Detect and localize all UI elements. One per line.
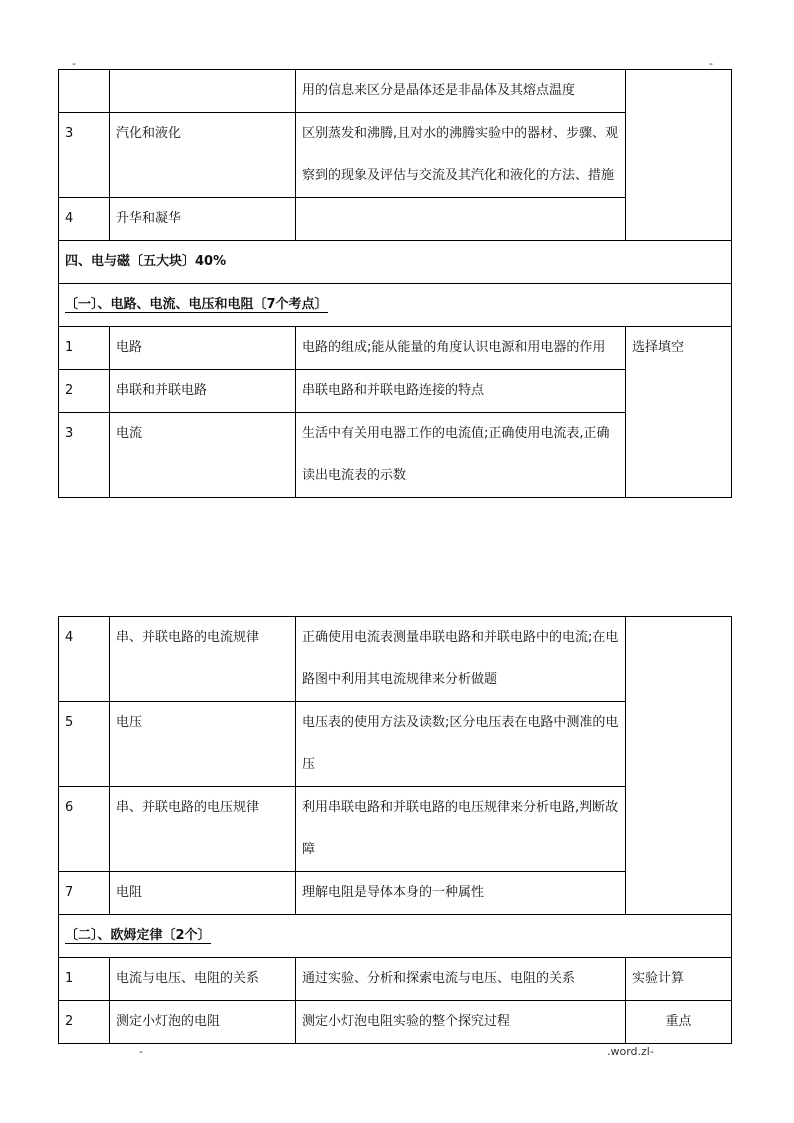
row-description: 电路的组成;能从能量的角度认识电源和用电器的作用 (296, 327, 626, 370)
row-description: 区别蒸发和沸腾,且对水的沸腾实验中的器材、步骤、观察到的现象及评估与交流及其汽化和液化的方法、措施 (296, 113, 626, 198)
row-topic: 电流 (110, 413, 296, 498)
footer-right-mark: .word.zl- (607, 1045, 654, 1058)
row-topic: 电阻 (110, 872, 296, 915)
section-title: 四、电与磁〔五大块〕40% (59, 241, 732, 284)
table-row (59, 958, 732, 1001)
row-topic: 串、并联电路的电流规律 (110, 617, 296, 702)
row-number: 1 (59, 327, 110, 370)
row-description (296, 198, 626, 241)
row-topic: 汽化和液化 (110, 113, 296, 198)
row-note (626, 617, 732, 915)
row-number: 6 (59, 787, 110, 872)
row-number: 4 (59, 198, 110, 241)
row-number: 1 (59, 958, 110, 1001)
row-description: 电压表的使用方法及读数;区分电压表在电路中测准的电压 (296, 702, 626, 787)
row-note: 选择填空 (626, 327, 732, 498)
row-number: 2 (59, 370, 110, 413)
subsection-title-1: 〔一〕、电路、电流、电压和电阻〔7个考点〕 (59, 284, 732, 327)
table-page-bottom (58, 616, 732, 1044)
row-number (59, 70, 110, 113)
row-topic: 升华和凝华 (110, 198, 296, 241)
row-description: 生活中有关用电器工作的电流值;正确使用电流表,正确读出电流表的示数 (296, 413, 626, 498)
row-topic: 串联和并联电路 (110, 370, 296, 413)
row-number: 3 (59, 413, 110, 498)
row-note (626, 70, 732, 241)
row-note: 实验计算 (626, 958, 732, 1001)
header-right-mark: - (709, 57, 713, 70)
table-row (59, 70, 732, 113)
row-description: 用的信息来区分是晶体还是非晶体及其熔点温度 (296, 70, 626, 113)
row-topic: 测定小灯泡的电阻 (110, 1001, 296, 1044)
row-number: 5 (59, 702, 110, 787)
row-topic: 电流与电压、电阻的关系 (110, 958, 296, 1001)
section-heading-row (59, 241, 732, 284)
table-row (59, 327, 732, 370)
row-topic: 电压 (110, 702, 296, 787)
subsection-heading-row (59, 284, 732, 327)
footer-left-mark: - (139, 1045, 143, 1058)
row-description: 串联电路和并联电路连接的特点 (296, 370, 626, 413)
row-description: 正确使用电流表测量串联电路和并联电路中的电流;在电路图中利用其电流规律来分析做题 (296, 617, 626, 702)
row-number: 3 (59, 113, 110, 198)
table-row (59, 1001, 732, 1044)
subsection-heading-row (59, 915, 732, 958)
row-number: 4 (59, 617, 110, 702)
row-topic: 串、并联电路的电压规律 (110, 787, 296, 872)
row-number: 7 (59, 872, 110, 915)
row-note: 重点 (626, 1001, 732, 1044)
header-left-mark: - (72, 57, 76, 70)
row-description: 理解电阻是导体本身的一种属性 (296, 872, 626, 915)
row-topic: 电路 (110, 327, 296, 370)
table-page-top (58, 69, 732, 498)
row-description: 利用串联电路和并联电路的电压规律来分析电路,判断故障 (296, 787, 626, 872)
row-description: 测定小灯泡电阻实验的整个探究过程 (296, 1001, 626, 1044)
row-topic (110, 70, 296, 113)
row-number: 2 (59, 1001, 110, 1044)
table-row (59, 617, 732, 702)
row-description: 通过实验、分析和探索电流与电压、电阻的关系 (296, 958, 626, 1001)
subsection-title-2: 〔二〕、欧姆定律〔2个〕 (59, 915, 732, 958)
